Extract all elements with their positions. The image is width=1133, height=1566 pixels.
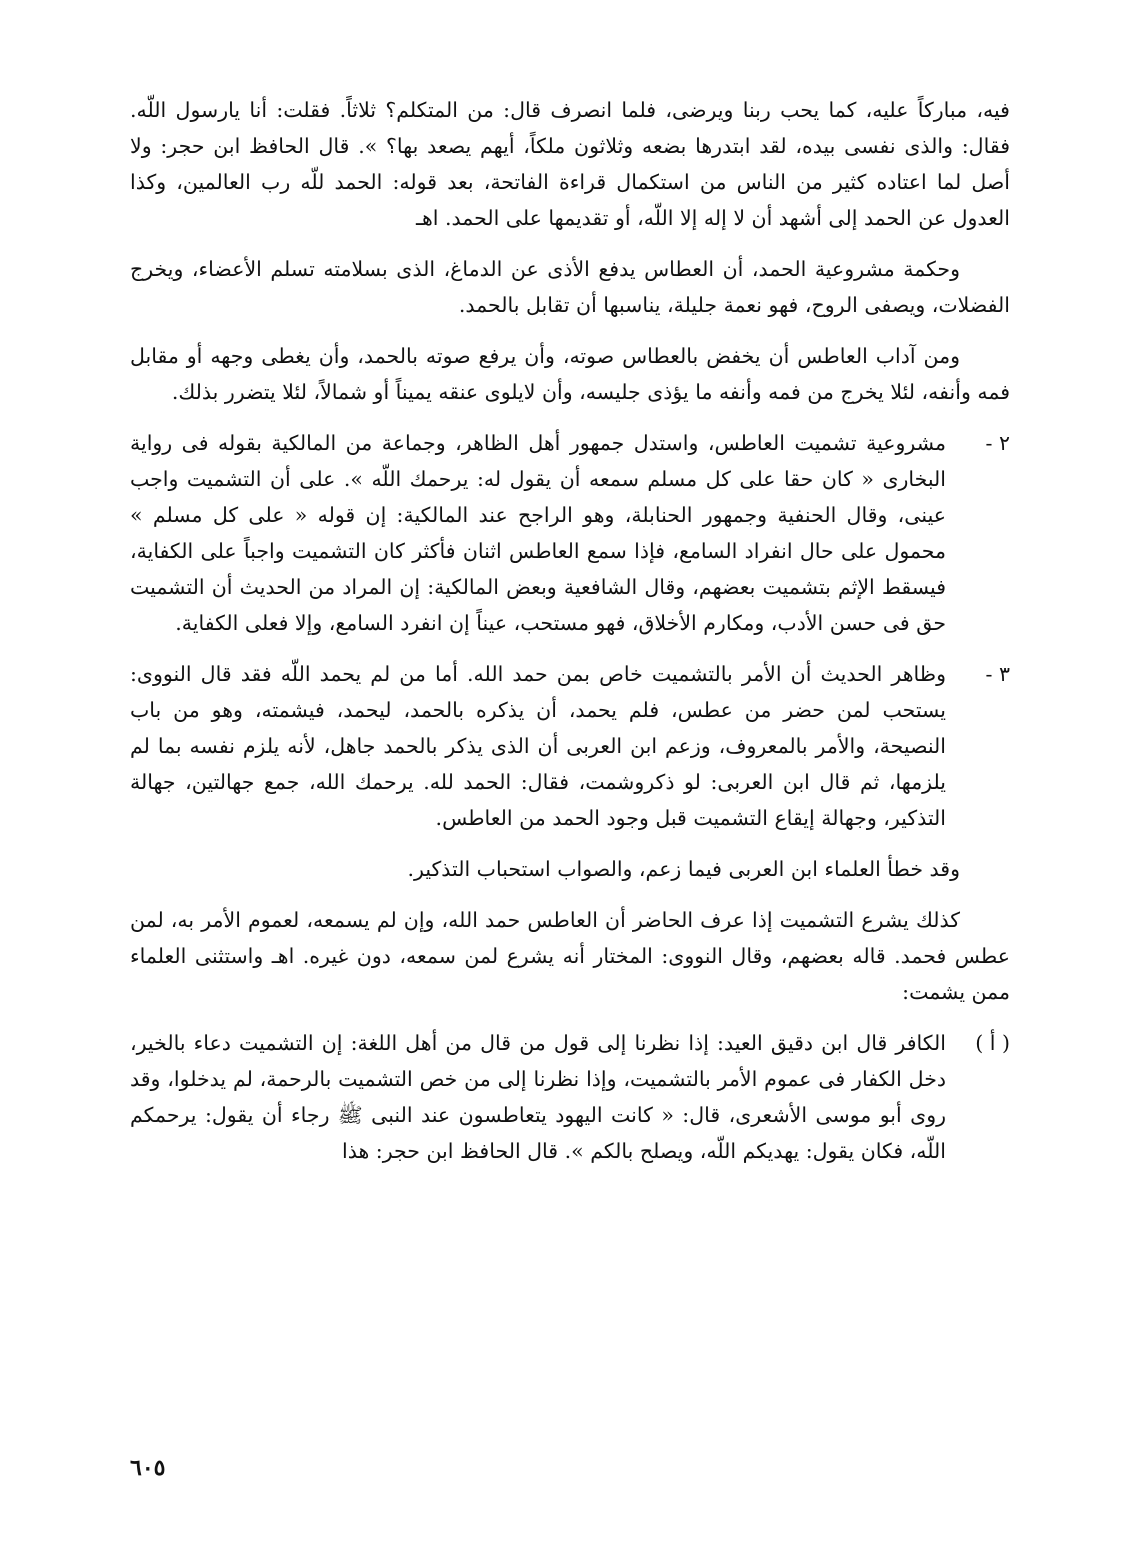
- item-text: الكافر قال ابن دقيق العيد: إذا نظرنا إلى قول من قال من أهل اللغة: إن التشميت دعاء بالخير، دخل الكفار فى عموم الأمر بالتشميت، وإذا نظرنا إلى من خص التشميت بالرحمة، لم يدخلوا، وقد روى أبو موسى الأشعرى، قال: « كانت اليهود يتعاطسون عند النبى ﷺ رجاء أن يقول: يرحمكم اللّه، فكان يقول: يهديكم اللّه، ويصلح بالكم ». قال الحافظ ابن حجر: هذا: [130, 1031, 946, 1163]
- item-text: وظاهر الحديث أن الأمر بالتشميت خاص بمن حمد الله. أما من لم يحمد اللّه فقد قال النووى: يستحب لمن حضر من عطس، فلم يحمد، أن يذكره بالحمد، ليحمد، فيشمته، وهو من باب النصيحة، والأمر بالمعروف، وزعم ابن العربى أن الذى يذكر بالحمد جاهل، لأنه يلزم نفسه بما لم يلزمها، ثم قال ابن العربى: لو ذكروشمت، فقال: الحمد لله. يرحمك الله، جمع جهالتين، جهالة التذكير، وجهالة إيقاع التشميت قبل وجود الحمد من العاطس.: [130, 662, 946, 830]
- lettered-item-a: [130, 1025, 1010, 1169]
- paragraph-7: كذلك يشرع التشميت إذا عرف الحاضر أن العاطس حمد الله، وإن لم يسمعه، لعموم الأمر به، لمن عطس فحمد. قاله بعضهم، وقال النووى: المختار أنه يشرع لمن سمعه، دون غيره. اهـ واستثنى العلماء ممن يشمت:: [130, 908, 1010, 1004]
- paragraph-2: وحكمة مشروعية الحمد، أن العطاس يدفع الأذى عن الدماغ، الذى بسلامته تسلم الأعضاء، ويخرج الفضلات، ويصفى الروح، فهو نعمة جليلة، يناسبها أن تقابل بالحمد.: [130, 257, 1010, 317]
- item-number: ٢ -: [985, 431, 1010, 455]
- item-text: مشروعية تشميت العاطس، واستدل جمهور أهل الظاهر، وجماعة من المالكية بقوله فى رواية البخارى « كان حقا على كل مسلم سمعه أن يقول له: يرحمك اللّه ». على أن التشميت واجب عينى، وقال الحنفية وجمهور الحنابلة، وهو الراجح عند المالكية: إن قوله « على كل مسلم » محمول على حال انفراد السامع، فإذا سمع العاطس اثنان فأكثر كان التشميت واجباً على الكفاية، فيسقط الإثم بتشميت بعضهم، وقال الشافعية وبعض المالكية: إن المراد من الحديث أن التشميت حق فى حسن الأدب، ومكارم الأخلاق، فهو مستحب، عيناً إن انفرد السامع، وإلا فعلى الكفاية.: [130, 431, 946, 635]
- paragraph-3: ومن آداب العاطس أن يخفض بالعطاس صوته، وأن يرفع صوته بالحمد، وأن يغطى وجهه أو مقابل فمه وأنفه، لئلا يخرج من فمه وأنفه ما يؤذى جليسه، وأن لايلوى عنقه يميناً أو شمالاً، لئلا يتضرر بذلك.: [130, 344, 1010, 404]
- page-body: [130, 92, 1010, 1184]
- item-number: ( أ ): [975, 1031, 1010, 1055]
- paragraph-6: وقد خطأ العلماء ابن العربى فيما زعم، والصواب استحباب التذكير.: [407, 857, 960, 881]
- numbered-item-2: [130, 425, 1010, 641]
- paragraph-1: فيه، مباركاً عليه، كما يحب ربنا ويرضى، فلما انصرف قال: من المتكلم؟ ثلاثاً. فقلت: أنا يارسول اللّه. فقال: والذى نفسى بيده، لقد ابتدرها بضعه وثلاثون ملكاً، أيهم يصعد بها؟ ». قال الحافظ ابن حجر: ولا أصل لما اعتاده كثير من الناس من استكمال قراءة الفاتحة، بعد قوله: الحمد للّه رب العالمين، وكذا العدول عن الحمد إلى أشهد أن لا إله إلا اللّه، أو تقديمها على الحمد. اهـ: [130, 98, 1010, 230]
- page-number: ٦٠٥: [130, 1455, 166, 1481]
- item-number: ٣ -: [985, 662, 1010, 686]
- numbered-item-3: [130, 656, 1010, 836]
